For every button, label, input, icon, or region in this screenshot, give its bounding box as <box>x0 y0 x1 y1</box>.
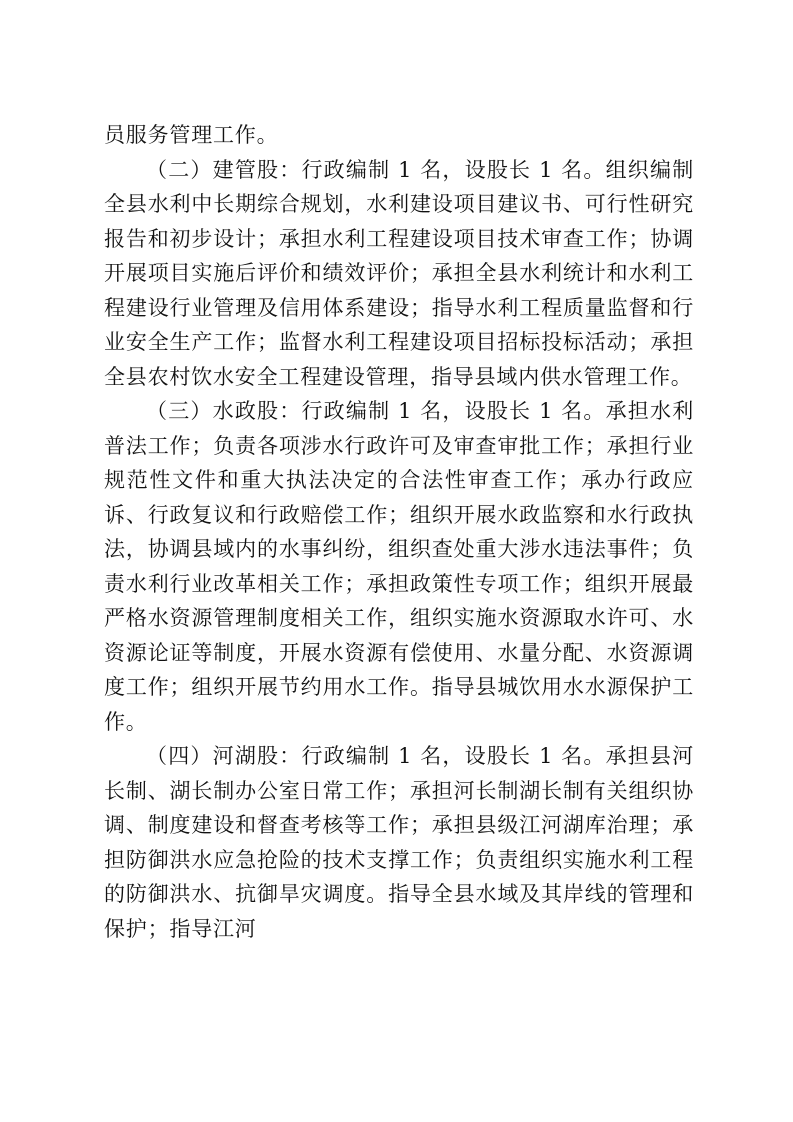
paragraph-construction-management-section: （二）建管股：行政编制 1 名，设股长 1 名。组织编制全县水利中长期综合规划，水利建设项目建议书、可行性研究报告和初步设计；承担水利工程建设项目技术审查工作；协调开展项目实施后评价和绩效评价；承担全县水利统计和水利工程建设行业管理及信用体系建设；指导水利工程质量监督和行业安全生产工作；监督水利工程建设项目招标投标活动；承担全县农村饮水安全工程建设管理，指导县域内供水管理工作。 <box>104 157 694 389</box>
document-body <box>104 118 694 946</box>
paragraph-continuation: 员服务管理工作。 <box>104 123 279 147</box>
paragraph-water-administration-section: （三）水政股：行政编制 1 名，设股长 1 名。承担水利普法工作；负责各项涉水行政许可及审查审批工作；承担行业规范性文件和重大执法决定的合法性审查工作；承办行政应诉、行政复议和行政赔偿工作；组织开展水政监察和水行政执法，协调县域内的水事纠纷，组织查处重大涉水违法事件；负责水利行业改革相关工作；承担政策性专项工作；组织开展最严格水资源管理制度相关工作，组织实施水资源取水许可、水资源论证等制度，开展水资源有偿使用、水量分配、水资源调度工作；组织开展节约用水工作。指导县城饮用水水源保护工作。 <box>104 399 694 734</box>
paragraph-rivers-lakes-section: （四）河湖股：行政编制 1 名，设股长 1 名。承担县河长制、湖长制办公室日常工作；承担河长制湖长制有关组织协调、制度建设和督查考核等工作；承担县级江河湖库治理；承担防御洪水应急抢险的技术支撑工作；负责组织实施水利工程的防御洪水、抗御旱灾调度。指导全县水域及其岸线的管理和保护；指导江河 <box>104 744 694 941</box>
